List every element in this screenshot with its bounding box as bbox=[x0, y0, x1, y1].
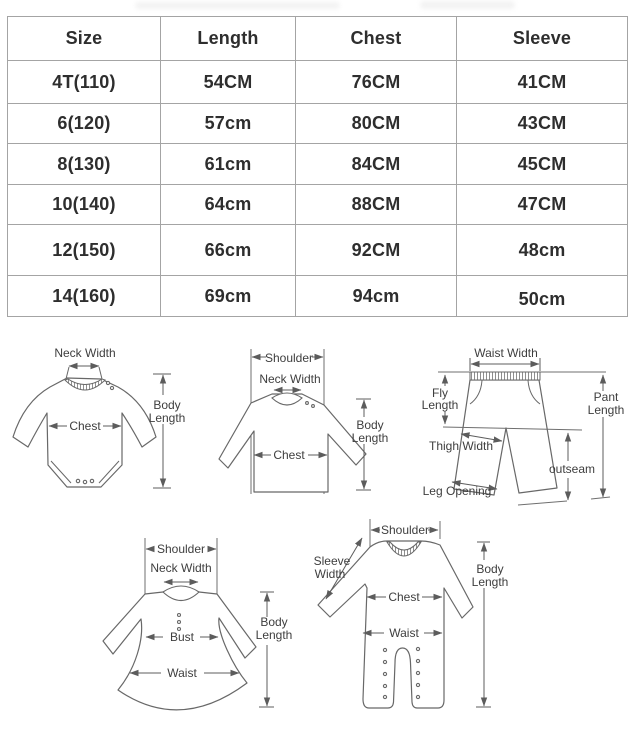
shoulder-label: Shoulder bbox=[264, 351, 314, 365]
chest-value: 88CM bbox=[296, 185, 457, 225]
length-value: 66cm bbox=[161, 225, 296, 276]
chest-label: Chest bbox=[273, 448, 305, 462]
pants-diagram bbox=[410, 337, 631, 523]
scan-artifact bbox=[420, 1, 515, 9]
size-value: 10(140) bbox=[8, 185, 161, 225]
size-chart-table bbox=[7, 16, 628, 317]
chest-label: Chest bbox=[388, 590, 420, 604]
placket-button bbox=[178, 621, 181, 624]
leg-snap bbox=[383, 648, 386, 651]
chest-value: 76CM bbox=[296, 61, 457, 104]
shoulder-label: Shoulder bbox=[156, 542, 206, 556]
neck-width-label: Neck Width bbox=[259, 372, 321, 386]
sleeve-value: 43CM bbox=[457, 104, 628, 144]
shoulder-button bbox=[312, 405, 315, 408]
chest-label: Chest bbox=[69, 419, 101, 433]
leg-snap bbox=[416, 683, 419, 686]
column-header-size: Size bbox=[8, 17, 161, 61]
romper-diagram bbox=[310, 511, 516, 736]
sleeve-value: 45CM bbox=[457, 144, 628, 185]
leg-opening-label: Leg Opening bbox=[422, 484, 492, 498]
neck-width-label: Neck Width bbox=[150, 561, 212, 575]
leg-snap bbox=[383, 660, 386, 663]
table-row bbox=[8, 61, 628, 104]
fly-length-label: Fly bbox=[432, 386, 448, 400]
body-length-label: Body bbox=[356, 418, 384, 432]
sleeve-width-label: Width bbox=[314, 567, 346, 581]
table-row bbox=[8, 276, 628, 317]
size-value: 8(130) bbox=[8, 144, 161, 185]
pant-length-label: Pant bbox=[593, 390, 619, 404]
sleeve-value: 48cm bbox=[457, 225, 628, 276]
shoulder-button bbox=[306, 402, 309, 405]
table-row bbox=[8, 144, 628, 185]
table-row bbox=[8, 104, 628, 144]
waist-label: Waist bbox=[389, 626, 419, 640]
sleeve-width-label: Sleeve bbox=[313, 554, 351, 568]
length-value: 64cm bbox=[161, 185, 296, 225]
waistband bbox=[470, 372, 540, 380]
leg-snap bbox=[383, 672, 386, 675]
leg-snap bbox=[383, 684, 386, 687]
waist-width-label: Waist Width bbox=[474, 346, 538, 360]
size-value: 4T(110) bbox=[8, 61, 161, 104]
body-length-label: Length bbox=[351, 431, 389, 445]
body-length-label: Body bbox=[476, 562, 504, 576]
crotch-snap bbox=[76, 479, 79, 482]
body-length-label: Length bbox=[255, 628, 293, 642]
outseam-label: outseam bbox=[548, 462, 596, 476]
leg-snap bbox=[416, 647, 419, 650]
leg-snap bbox=[416, 659, 419, 662]
shoulder-label: Shoulder bbox=[380, 523, 430, 537]
size-value: 6(120) bbox=[8, 104, 161, 144]
thigh-width-label: Thigh Width bbox=[428, 439, 494, 453]
dress-diagram bbox=[100, 521, 310, 734]
chest-value: 84CM bbox=[296, 144, 457, 185]
crotch-snap bbox=[90, 479, 93, 482]
waist-label: Waist bbox=[167, 666, 197, 680]
romper-outline bbox=[318, 519, 473, 708]
column-header-chest: Chest bbox=[296, 17, 457, 61]
bust-label: Bust bbox=[169, 630, 195, 644]
table-row bbox=[8, 225, 628, 276]
table-body bbox=[8, 61, 628, 317]
leg-snap bbox=[416, 695, 419, 698]
placket-button bbox=[178, 614, 181, 617]
leg-snap bbox=[383, 695, 386, 698]
column-header-sleeve: Sleeve bbox=[457, 17, 628, 61]
bodysuit-diagram bbox=[10, 340, 210, 518]
chest-value: 80CM bbox=[296, 104, 457, 144]
length-value: 54CM bbox=[161, 61, 296, 104]
body-length-label: Length bbox=[148, 411, 186, 425]
scan-artifact bbox=[135, 2, 340, 9]
sleeve-value: 41CM bbox=[457, 61, 628, 104]
sleeve-value: 47CM bbox=[457, 185, 628, 225]
pant-length-label: Length bbox=[587, 403, 625, 417]
leg-snap bbox=[416, 671, 419, 674]
length-value: 57cm bbox=[161, 104, 296, 144]
table-row bbox=[8, 185, 628, 225]
header-row bbox=[8, 17, 628, 61]
chest-value: 94cm bbox=[296, 276, 457, 317]
body-length-label: Length bbox=[471, 575, 509, 589]
body-length-label: Body bbox=[153, 398, 181, 412]
length-value: 69cm bbox=[161, 276, 296, 317]
table-header bbox=[8, 17, 628, 61]
crotch-snap bbox=[83, 480, 86, 483]
sleeve-value: 50cm bbox=[457, 276, 628, 317]
shoulder-snap bbox=[110, 386, 113, 389]
column-header-length: Length bbox=[161, 17, 296, 61]
chest-value: 92CM bbox=[296, 225, 457, 276]
shirt-outline bbox=[219, 349, 366, 494]
length-value: 61cm bbox=[161, 144, 296, 185]
size-value: 14(160) bbox=[8, 276, 161, 317]
neck-width-label: Neck Width bbox=[54, 346, 116, 360]
fly-length-label: Length bbox=[421, 398, 459, 412]
size-value: 12(150) bbox=[8, 225, 161, 276]
shirt-diagram bbox=[218, 337, 414, 521]
body-length-label: Body bbox=[260, 615, 288, 629]
shoulder-snap bbox=[106, 381, 109, 384]
